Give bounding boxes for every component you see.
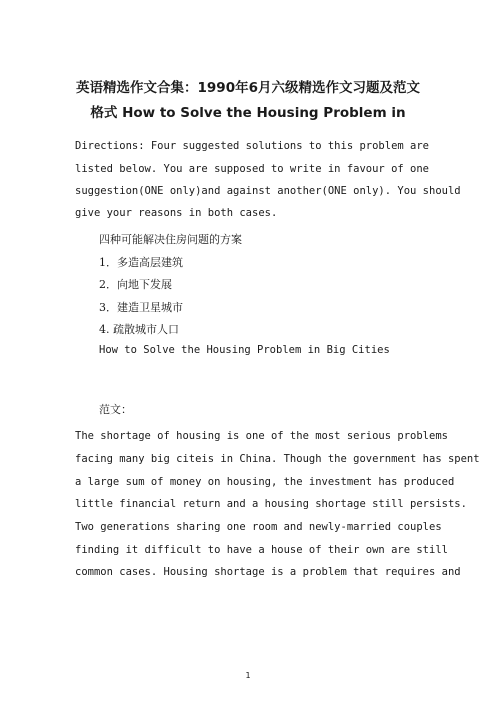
directions-line-4: give your reasons in both cases. xyxy=(75,207,278,219)
solution-item-1: 1．多造高层建筑 xyxy=(99,256,183,269)
essay-line-6: finding it difficult to have a house of their own are still xyxy=(75,544,448,556)
essay-line-4: little financial return and a housing shortage still persists. xyxy=(75,498,467,510)
directions-line-1: Directions: Four suggested solutions to this problem are xyxy=(75,140,430,152)
solution-item-2: 2．向地下发展 xyxy=(99,278,172,291)
solutions-heading: 四种可能解决住房问题的方案 xyxy=(99,233,242,246)
essay-line-2: facing many big citeis in China. Though the government has spent xyxy=(75,453,480,465)
document-title-line-2: 格式 How to Solve the Housing Problem in xyxy=(90,105,406,121)
directions-line-3: suggestion(ONE only)and against another(ONE only). You should xyxy=(75,185,461,197)
solution-item-3: 3．建造卫星城市 xyxy=(99,301,183,314)
essay-title: How to Solve the Housing Problem in Big Cities xyxy=(99,344,390,356)
essay-line-3: a large sum of money on housing, the investment has produced xyxy=(75,476,455,488)
page-number: 1 xyxy=(245,671,251,680)
directions-line-2: listed below. You are supposed to write in favour of one xyxy=(75,163,430,175)
sample-essay-label: 范文： xyxy=(99,403,132,416)
essay-line-5: Two generations sharing one room and newly-married couples xyxy=(75,521,442,533)
essay-line-1: The shortage of housing is one of the most serious problems xyxy=(75,430,448,442)
document-title-line-1: 英语精选作文合集：1990年6月六级精选作文习题及范文 xyxy=(76,80,420,96)
essay-line-7: common cases. Housing shortage is a problem that requires and xyxy=(75,566,461,578)
solution-item-4: 4. 疏散城市人口 xyxy=(99,323,179,336)
